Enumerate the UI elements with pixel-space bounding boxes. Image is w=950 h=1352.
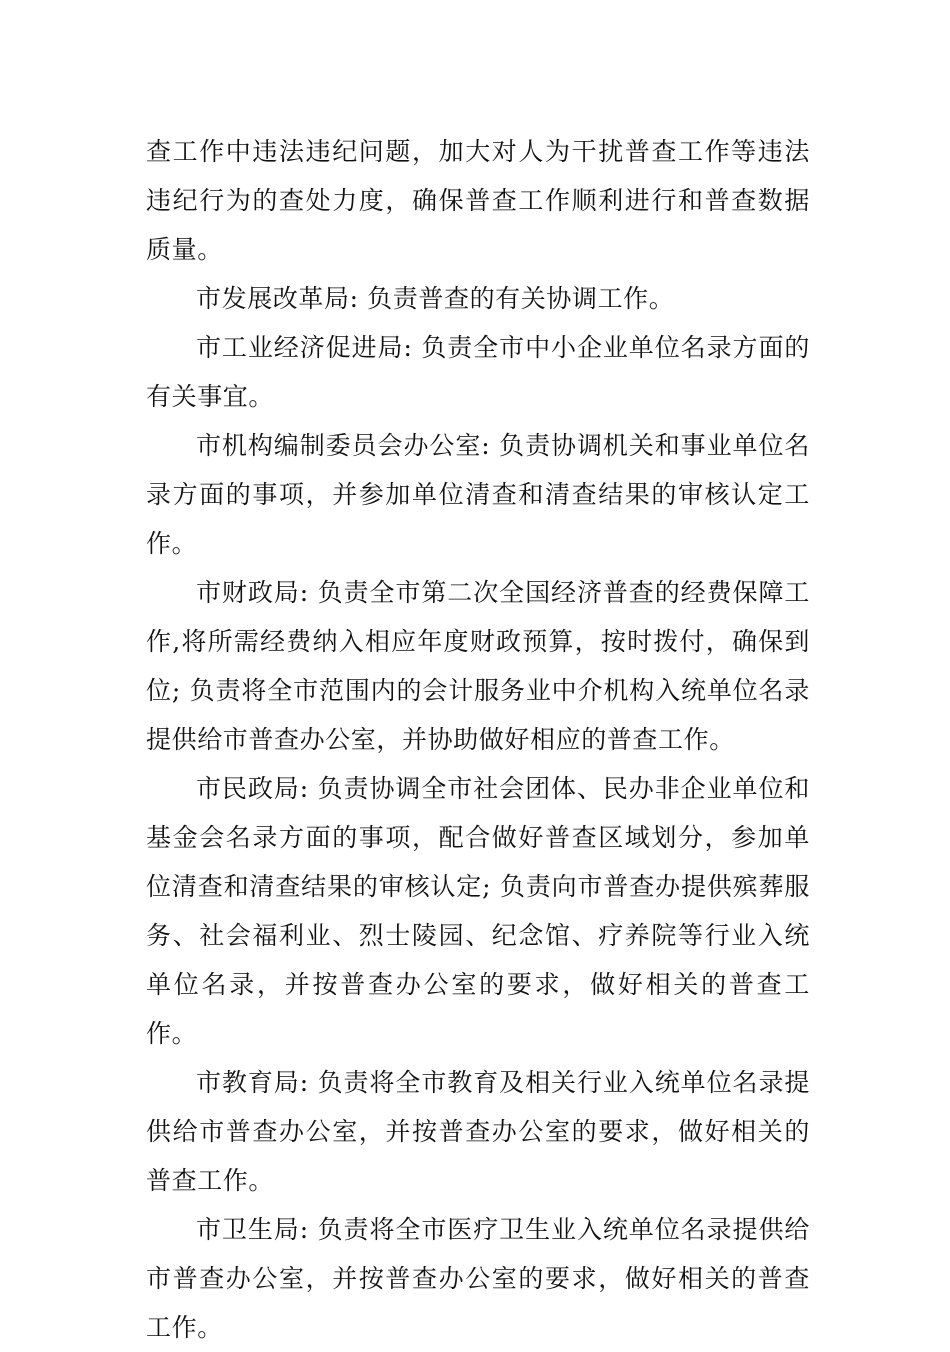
- paragraph-staffing-office: 市机构编制委员会办公室: 负责协调机关和事业单位名录方面的事项，并参加单位清查和清查结果的审核认定工作。: [146, 431, 810, 558]
- paragraph-civil-affairs-bureau: 市民政局: 负责协调全市社会团体、民办非企业单位和基金会名录方面的事项，配合做好普查区域划分，参加单位清查和清查结果的审核认定; 负责向市普查办提供殡葬服务、社会福利业、烈士陵园、纪念馆、疗养院等行业入统单位名录，并按普查办公室的要求，做好相关的普查工作。: [146, 774, 810, 1048]
- paragraph-industry-economy-bureau: 市工业经济促进局: 负责全市中小企业单位名录方面的有关事宜。: [146, 333, 810, 411]
- paragraph-finance-bureau: 市财政局: 负责全市第二次全国经济普查的经费保障工作,将所需经费纳入相应年度财政预算，按时拨付，确保到位; 负责将全市范围内的会计服务业中介机构入统单位名录提供给市普查办公室，并协助做好相应的普查工作。: [146, 578, 810, 754]
- document-body: [146, 127, 810, 1352]
- paragraph-continued-supervision: 查工作中违法违纪问题，加大对人为干扰普查工作等违法违纪行为的查处力度，确保普查工作顺利进行和普查数据质量。: [146, 137, 810, 264]
- paragraph-education-bureau: 市教育局: 负责将全市教育及相关行业入统单位名录提供给市普查办公室，并按普查办公室的要求，做好相关的普查工作。: [146, 1068, 810, 1195]
- paragraph-development-reform-bureau: 市发展改革局: 负责普查的有关协调工作。: [196, 284, 675, 313]
- paragraph-health-bureau: 市卫生局: 负责将全市医疗卫生业入统单位名录提供给市普查办公室，并按普查办公室的要求，做好相关的普查工作。: [146, 1215, 810, 1342]
